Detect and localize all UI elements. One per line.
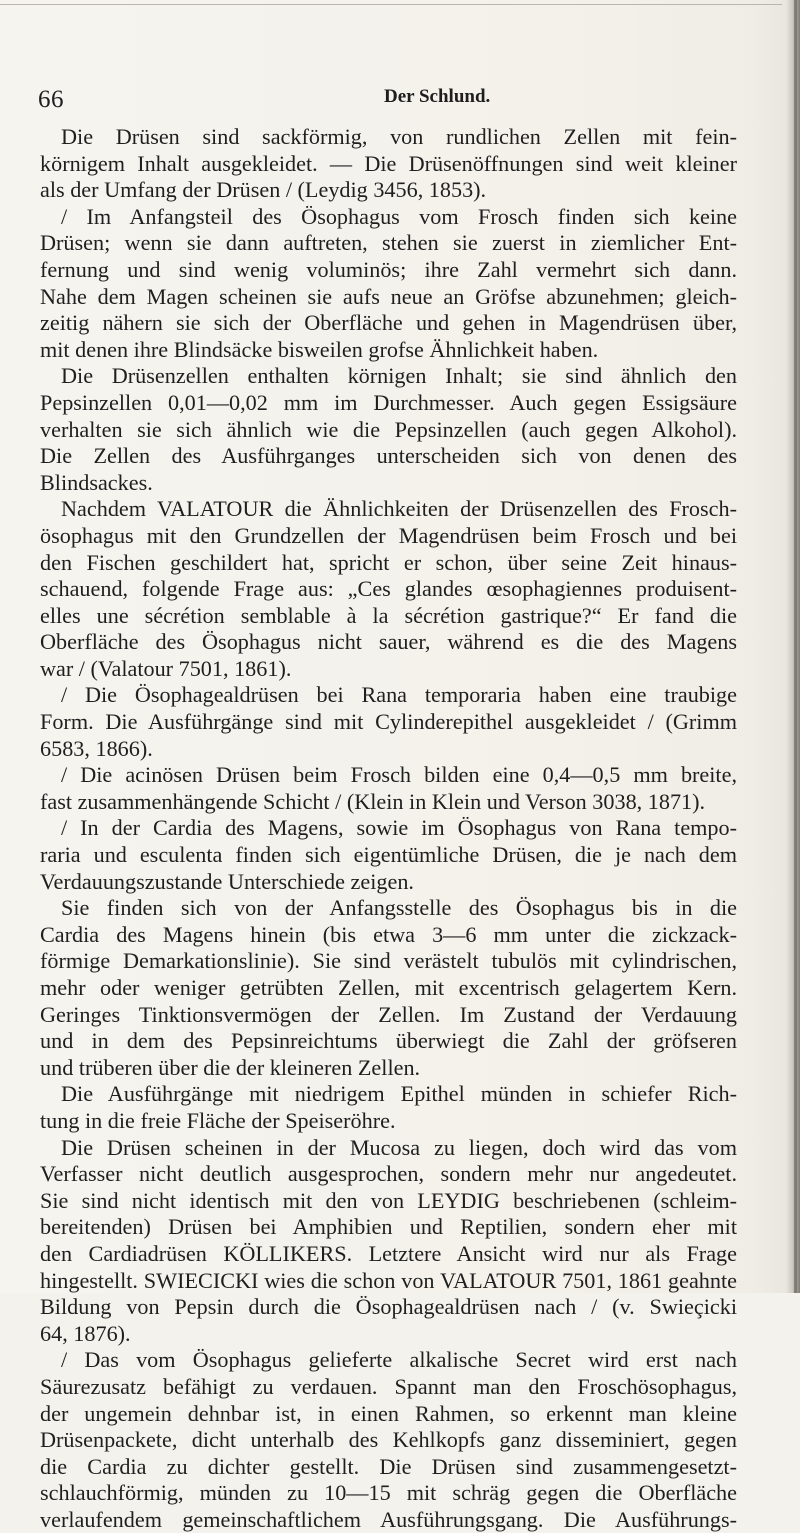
text-line: bereitenden) Drüsen bei Amphibien und Reptilien, sondern eher mit (40, 1214, 737, 1240)
text-line: Nahe dem Magen scheinen sie aufs neue an Gröfse abzunehmen; gleich- (40, 283, 737, 309)
text-line: mehr oder weniger getrübten Zellen, mit excentrisch gelagertem Kern. (40, 975, 737, 1000)
text-line: Form. Die Ausführgänge sind mit Cylinderepithel ausgekleidet / (Grimm (40, 709, 737, 735)
text-line: förmige Demarkationslinie). Sie sind verästelt tubulös mit cylindrischen, (40, 948, 737, 974)
text-line: verlaufendem gemeinschaftlichem Ausführungsgang. Die Ausführungs- (40, 1506, 737, 1532)
text-line: / Die Ösophagealdrüsen bei Rana temporaria haben eine traubige (61, 682, 737, 708)
text-line: raria und esculenta finden sich eigentümliche Drüsen, die je nach dem (40, 842, 737, 868)
text-line: Oberfläche des Ösophagus nicht sauer, während es die des Magens (40, 629, 737, 655)
spine-shadow (786, 0, 800, 1293)
text-line: fast zusammenhängende Schicht / (Klein in Klein und Verson 3038, 1871). (40, 788, 706, 814)
text-line: und trüberen über die der kleineren Zellen. (40, 1054, 421, 1080)
text-line: fernung und sind wenig voluminös; ihre Zahl vermehrt sich dann. (40, 256, 737, 282)
text-line: und in dem des Pepsinreichtums überwiegt die Zahl der gröfseren (40, 1028, 737, 1054)
text-line: schauend, folgende Frage aus: „Ces glandes œsophagiennes produisent- (40, 576, 737, 602)
text-line: / Die acinösen Drüsen beim Frosch bilden eine 0,4—0,5 mm breite, (61, 762, 737, 788)
text-line: verhalten sie sich ähnlich wie die Pepsinzellen (auch gegen Alkohol). (40, 416, 737, 442)
text-line: 6583, 1866). (40, 735, 153, 761)
text-line: hingestellt. SWIECICKI wies die schon von VALATOUR 7501, 1861 geahnte (40, 1267, 737, 1293)
text-line: Bildung von Pepsin durch die Ösophagealdrüsen nach / (v. Swieçicki (40, 1294, 737, 1320)
text-line: Die Drüsenzellen enthalten körnigen Inhalt; sie sind ähnlich den (61, 363, 737, 389)
text-line: Säurezusatz befähigt zu verdauen. Spannt man den Froschösophagus, (40, 1373, 737, 1399)
text-line: Sie finden sich von der Anfangsstelle des Ösophagus bis in die (61, 895, 737, 921)
text-line: Geringes Tinktionsvermögen der Zellen. Im Zustand der Verdauung (40, 1001, 737, 1027)
text-line: Die Ausführgänge mit niedrigem Epithel münden in schiefer Rich- (61, 1081, 737, 1107)
running-title: Der Schlund. (384, 86, 491, 107)
top-edge-rule (0, 4, 782, 5)
text-line: die Cardia zu dichter gestellt. Die Drüsen sind zusammengesetzt- (40, 1453, 737, 1479)
text-line: der ungemein dehnbar ist, in einen Rahmen, so erkennt man kleine (40, 1400, 737, 1426)
text-line: Die Drüsen sind sackförmig, von rundlichen Zellen mit fein- (61, 124, 737, 149)
text-line: Pepsinzellen 0,01—0,02 mm im Durchmesser. Auch gegen Essigsäure (40, 389, 737, 415)
body-text (40, 124, 737, 1533)
text-line: Verdauungszustande Unterschiede zeigen. (40, 868, 414, 894)
text-line: Sie sind nicht identisch mit den von LEYDIG beschriebenen (schleim- (40, 1187, 737, 1213)
text-line: als der Umfang der Drüsen / (Leydig 3456, 1853). (40, 177, 487, 203)
text-line: zeitig nähern sie sich der Oberfläche und gehen in Magendrüsen über, (40, 310, 737, 336)
text-line: / Das vom Ösophagus gelieferte alkalische Secret wird erst nach (61, 1347, 737, 1373)
text-line: / Im Anfangsteil des Ösophagus vom Frosch finden sich keine (61, 203, 737, 229)
text-line: Drüsenpackete, dicht unterhalb des Kehlkopfs ganz disseminiert, gegen (40, 1427, 737, 1453)
text-line: schlauchförmig, münden zu 10—15 mit schräg gegen die Oberfläche (40, 1480, 737, 1506)
text-line: war / (Valatour 7501, 1861). (40, 655, 292, 681)
text-line: tung in die freie Fläche der Speiseröhre. (40, 1107, 396, 1133)
text-line: elles une sécrétion semblable à la sécrétion gastrique?“ Er fand die (40, 602, 737, 628)
text-line: Blindsackes. (40, 469, 153, 495)
text-line: / In der Cardia des Magens, sowie im Ösophagus von Rana tempo- (61, 815, 737, 841)
text-line: Die Drüsen scheinen in der Mucosa zu liegen, doch wird das vom (61, 1134, 737, 1160)
spine-edge (794, 0, 797, 1293)
text-line: ösophagus mit den Grundzellen der Magendrüsen beim Frosch und bei (40, 522, 737, 548)
text-line: Die Zellen des Ausführganges unterscheiden sich von denen des (40, 443, 737, 469)
text-line: den Cardiadrüsen KÖLLIKERS. Letztere Ansicht wird nur als Frage (40, 1240, 737, 1266)
text-line: 64, 1876). (40, 1320, 131, 1346)
page-number: 66 (38, 86, 64, 113)
text-line: körnigem Inhalt ausgekleidet. — Die Drüsenöffnungen sind weit kleiner (40, 150, 737, 176)
text-line: Nachdem VALATOUR die Ähnlichkeiten der Drüsenzellen des Frosch- (61, 496, 737, 522)
text-line: mit denen ihre Blindsäcke bisweilen grofse Ähnlichkeit haben. (40, 336, 599, 362)
text-line: Verfasser nicht deutlich ausgesprochen, sondern mehr nur angedeutet. (40, 1161, 737, 1187)
text-line: den Fischen geschildert hat, spricht er schon, über seine Zeit hinaus- (40, 549, 737, 575)
text-line: Drüsen; wenn sie dann auftreten, stehen sie zuerst in ziemlicher Ent- (40, 230, 737, 256)
text-line: Cardia des Magens hinein (bis etwa 3—6 mm unter die zickzack- (40, 921, 737, 947)
